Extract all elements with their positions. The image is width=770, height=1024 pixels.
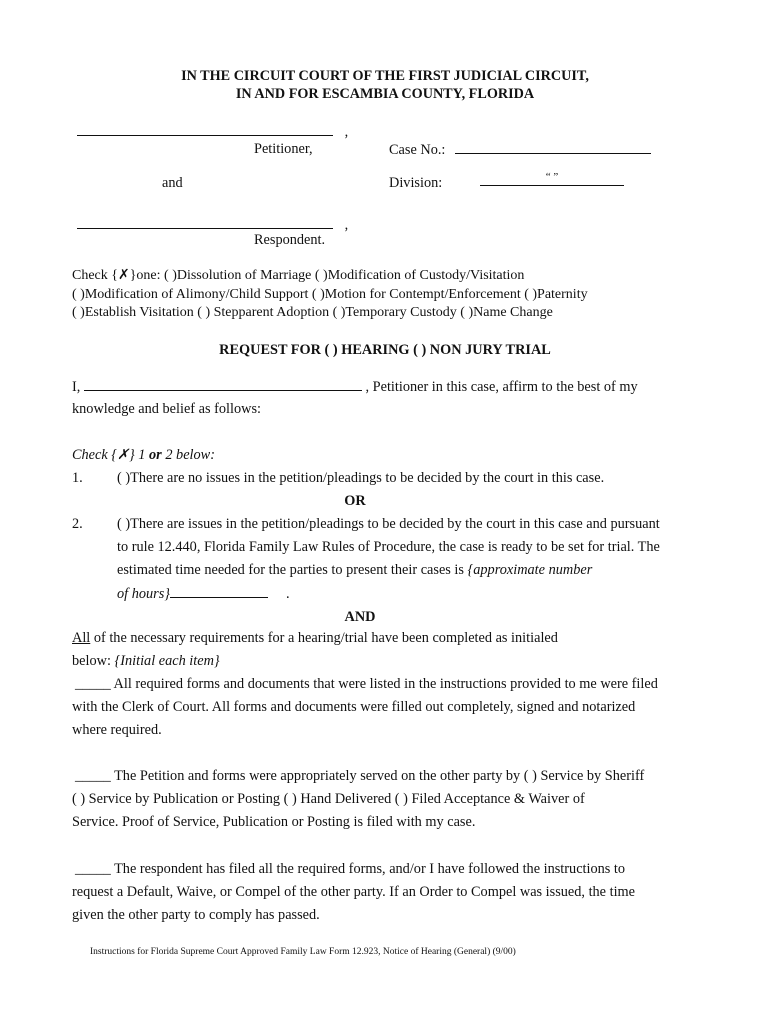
- req2-line3: Service. Proof of Service, Publication or Posting is filed with my case.: [72, 814, 476, 830]
- item-2-line4[interactable]: [117, 585, 290, 603]
- req3-line1-text: The respondent has filed all the required forms, and/or I have followed the instructions to: [110, 861, 626, 877]
- court-header-line1: IN THE CIRCUIT COURT OF THE FIRST JUDICIAL CIRCUIT,: [181, 68, 589, 84]
- req1-initial-blank[interactable]: _____: [75, 676, 111, 692]
- req2-line2: ( ) Service by Publication or Posting ( ) Hand Delivered ( ) Filed Acceptance & Waiver of: [72, 791, 585, 807]
- case-no-blank[interactable]: [455, 141, 651, 154]
- requirements-line2: [72, 653, 220, 670]
- affirm-prefix: I,: [72, 379, 81, 395]
- and-label: and: [162, 175, 183, 191]
- affirm-suffix: , Petitioner in this case, affirm to the best of my: [365, 379, 638, 395]
- requirements-initial-note: {Initial each item}: [114, 653, 220, 669]
- check-choice-rest: 2 below:: [161, 447, 215, 463]
- req3-initial-blank[interactable]: _____: [75, 861, 111, 877]
- division-field[interactable]: “ ”: [480, 171, 624, 186]
- respondent-label: Respondent.: [254, 232, 326, 248]
- item-2-line3-italic: {approximate number: [467, 562, 593, 578]
- petitioner-blank[interactable]: [77, 121, 333, 136]
- req1-line1[interactable]: [75, 676, 658, 693]
- check-choice-line: [72, 447, 215, 464]
- check-one-line1: Check {✗}one: ( )Dissolution of Marriage ( )Modification of Custody/Visitation: [72, 268, 525, 283]
- item-2-line3-text: estimated time needed for the parties to present their cases is: [117, 562, 468, 578]
- requirements-line1: [72, 630, 558, 647]
- item-2-hours-label: of hours}: [117, 586, 170, 602]
- item-2-line3: [117, 562, 592, 579]
- court-header-line2: IN AND FOR ESCAMBIA COUNTY, FLORIDA: [235, 86, 535, 102]
- req3-line3: given the other party to comply has passed.: [72, 907, 320, 923]
- affirm-name-blank[interactable]: [84, 378, 362, 391]
- respondent-blank[interactable]: [77, 214, 333, 229]
- req2-line1[interactable]: [75, 768, 644, 785]
- requirements-line1-rest: of the necessary requirements for a hearing/trial have been completed as initialed: [90, 630, 558, 646]
- item-2-period: .: [286, 586, 290, 602]
- req3-line2: request a Default, Waive, or Compel of the other party. If an Order to Compel was issued, the time: [72, 884, 636, 900]
- or-label: OR: [344, 493, 366, 509]
- and-separator: AND: [344, 609, 376, 625]
- division-label: Division:: [389, 175, 443, 191]
- req2-initial-blank[interactable]: _____: [75, 768, 111, 784]
- hours-blank[interactable]: [170, 585, 268, 598]
- case-no-row[interactable]: [389, 141, 651, 159]
- form-footer: Instructions for Florida Supreme Court Approved Family Law Form 12.923, Notice of Hearing (General) (9/00): [90, 947, 516, 957]
- affirm-line2: knowledge and belief as follows:: [72, 401, 261, 417]
- petitioner-name-line[interactable]: [77, 121, 348, 141]
- check-one-line3: ( )Establish Visitation ( ) Stepparent Adoption ( )Temporary Custody ( )Name Change: [72, 305, 553, 320]
- check-choice-prefix: Check {✗}: [72, 447, 139, 463]
- case-no-label: Case No.:: [389, 142, 446, 158]
- check-choice-or: or: [149, 447, 162, 463]
- request-title: REQUEST FOR ( ) HEARING ( ) NON JURY TRIAL: [219, 342, 551, 358]
- respondent-comma: ,: [344, 217, 349, 233]
- check-one-line2: ( )Modification of Alimony/Child Support ( )Motion for Contempt/Enforcement ( )Paternity: [72, 287, 588, 302]
- req1-line1-text: All required forms and documents that were listed in the instructions provided to me were filed: [110, 676, 658, 692]
- item-1-number: 1.: [72, 470, 83, 486]
- item-2-line1: ( )There are issues in the petition/pleadings to be decided by the court in this case and pursuant: [117, 516, 660, 532]
- req2-line1-text: The Petition and forms were appropriately served on the other party by ( ) Service by Sheriff: [110, 768, 645, 784]
- item-2-line2: to rule 12.440, Florida Family Law Rules of Procedure, the case is ready to be set for trial. The: [117, 539, 660, 555]
- req3-line1[interactable]: [75, 861, 625, 878]
- check-choice-one: 1: [138, 447, 146, 463]
- requirements-below: below:: [72, 653, 115, 669]
- item-2-number: 2.: [72, 516, 83, 532]
- req1-line3: where required.: [72, 722, 162, 738]
- affirm-line1[interactable]: [72, 378, 638, 396]
- item-1-text: ( )There are no issues in the petition/pleadings to be decided by the court in this case.: [117, 470, 605, 486]
- requirements-all: All: [72, 630, 91, 646]
- req1-line2: with the Clerk of Court. All forms and documents were filled out completely, signed and notarized: [72, 699, 636, 715]
- petitioner-label: Petitioner,: [254, 141, 313, 157]
- petitioner-comma: ,: [344, 124, 349, 140]
